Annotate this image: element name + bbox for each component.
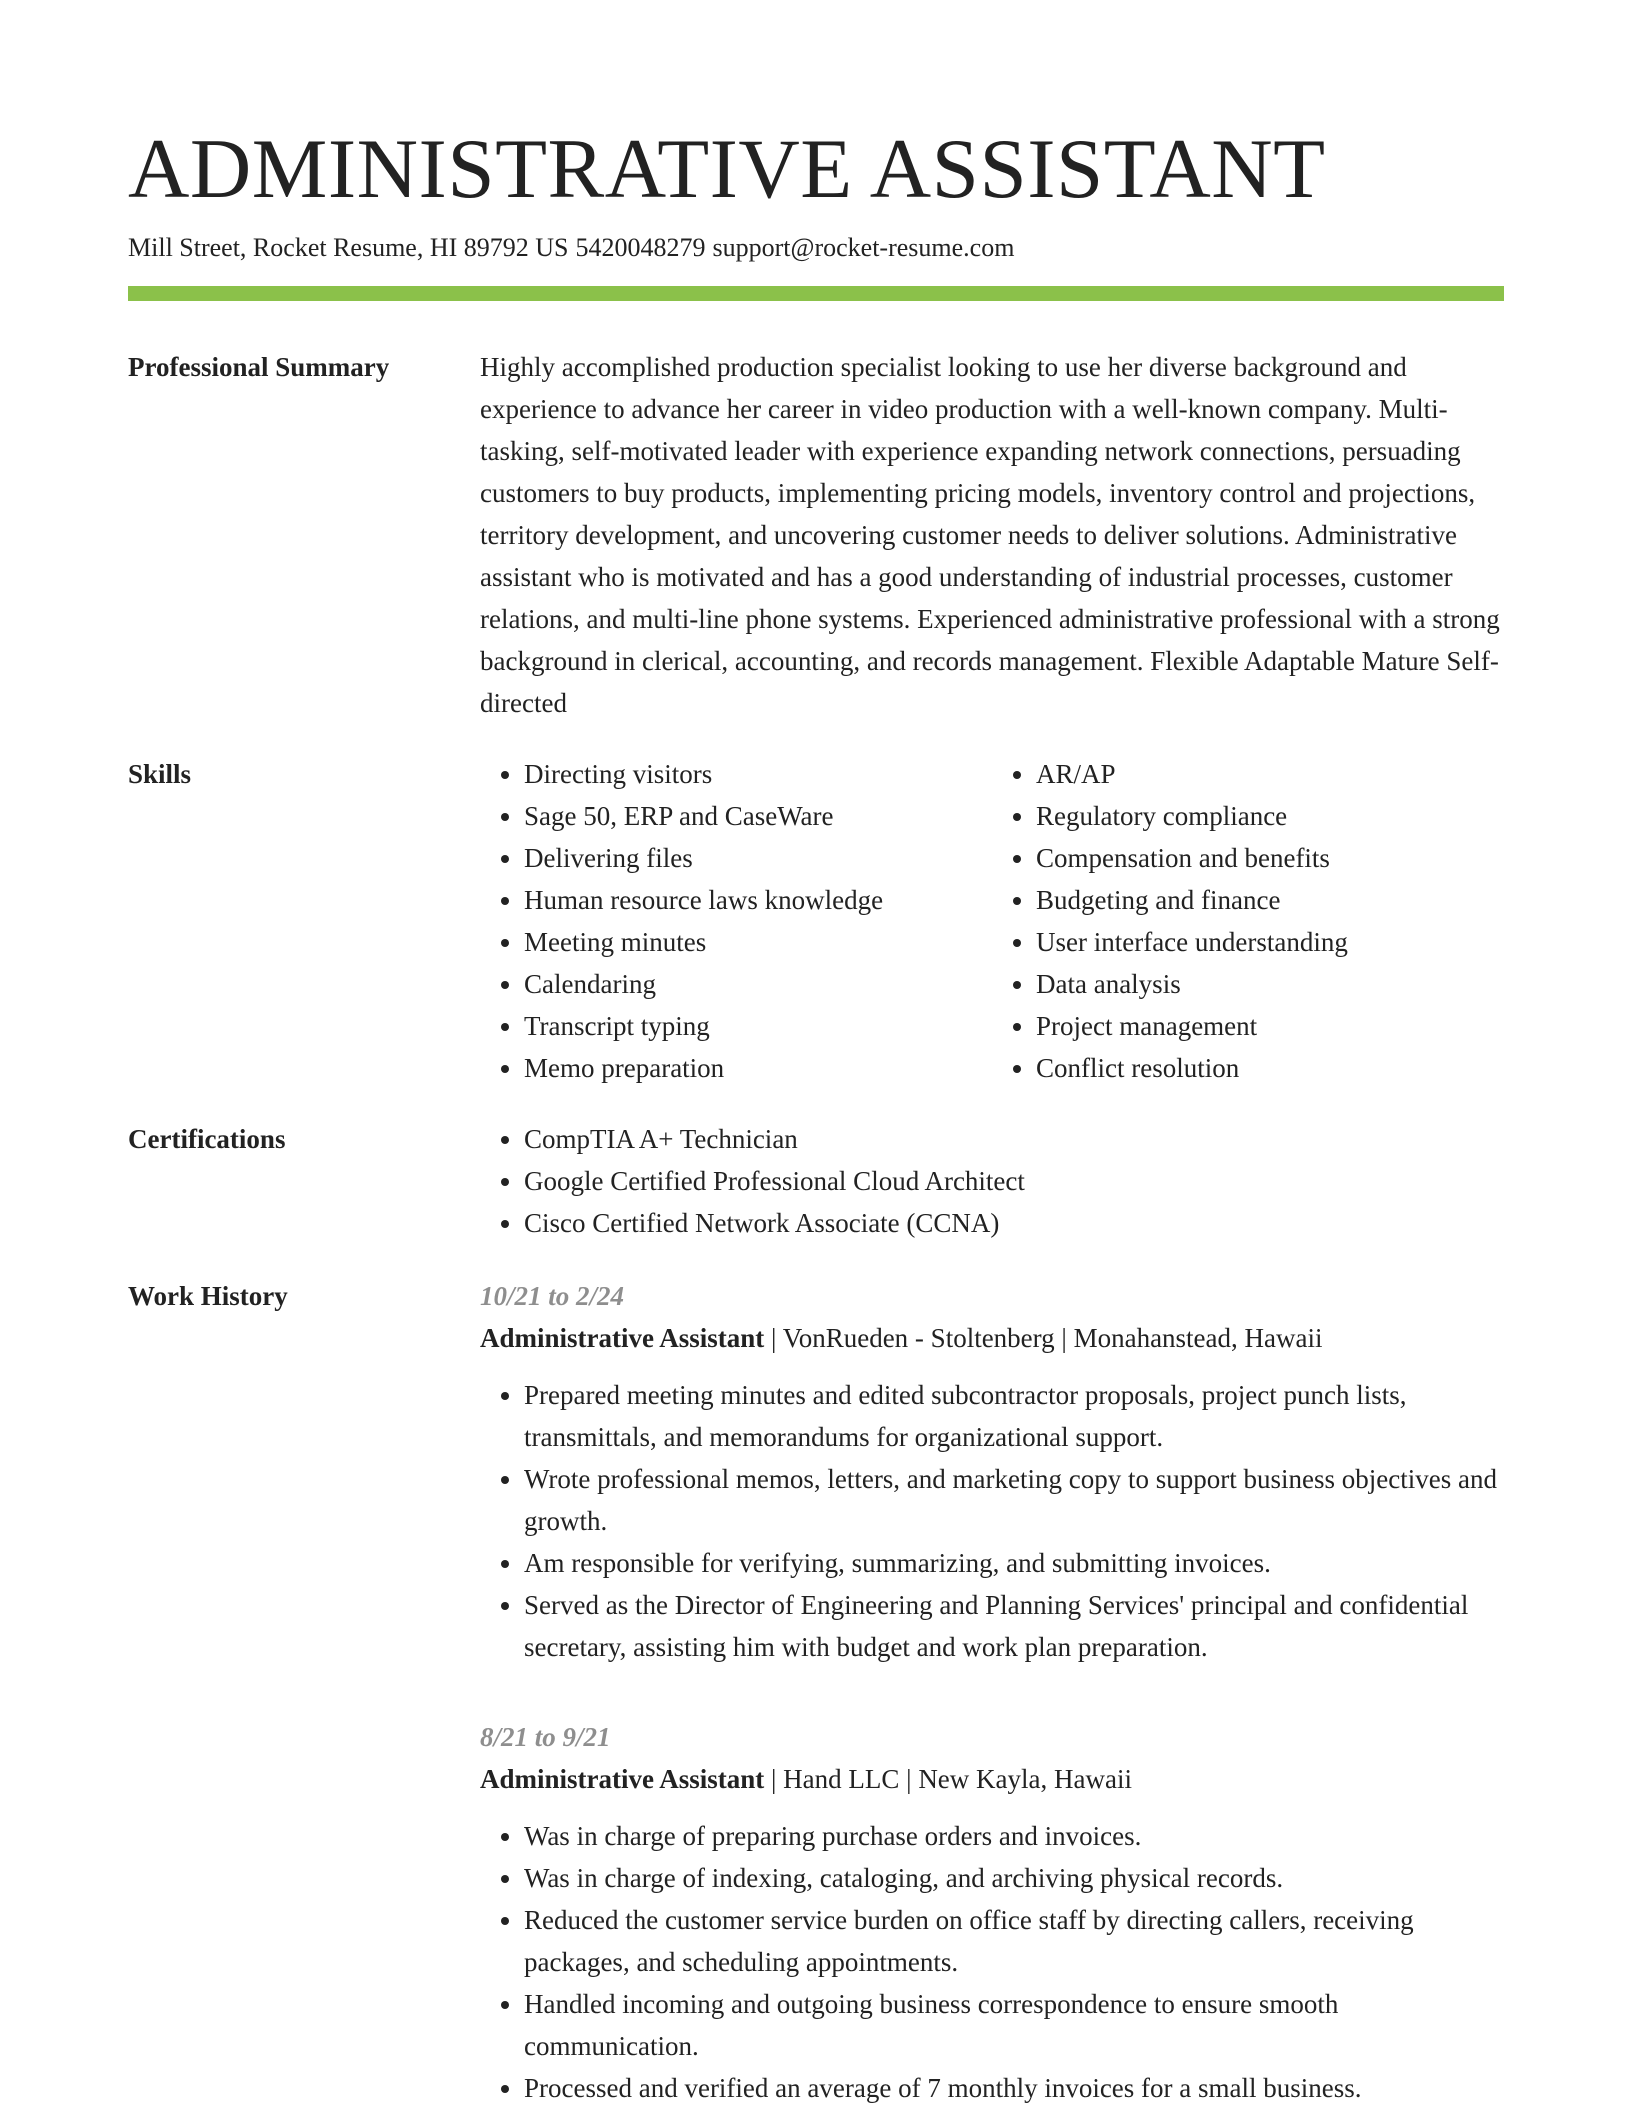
job-duty-item: • Reduced the customer service burden on office staff by directing callers, receiving packages, and scheduling appointments. (524, 1899, 1504, 1983)
skill-item: • Sage 50, ERP and CaseWare (524, 795, 992, 837)
job-duty-item: • Handled incoming and outgoing business correspondence to ensure smooth communication. (524, 1983, 1504, 2067)
certification-item: • CompTIA A+ Technician (524, 1118, 1504, 1160)
job-entry (480, 1275, 1504, 1668)
skill-item: • Meeting minutes (524, 921, 992, 963)
summary-body (480, 346, 1504, 724)
job-duties (480, 1374, 1504, 1668)
job-company: VonRueden - Stoltenberg (782, 1323, 1055, 1353)
skills-list-right (992, 753, 1504, 1089)
job-duty-item: • Wrote professional memos, letters, and marketing copy to support business objectives and growth. (524, 1458, 1504, 1542)
skills-list-left (480, 753, 992, 1089)
skill-item: • AR/AP (1036, 753, 1504, 795)
job-location: Monahanstead, Hawaii (1073, 1323, 1323, 1353)
work-history-body (480, 1275, 1504, 2109)
job-dates: 8/21 to 9/21 (480, 1722, 611, 1752)
skill-item: • Conflict resolution (1036, 1047, 1504, 1089)
job-heading: Administrative Assistant | VonRueden - Stoltenberg | Monahanstead, Hawaii (480, 1323, 1323, 1353)
job-duty-item: • Am responsible for verifying, summarizing, and submitting invoices. (524, 1542, 1504, 1584)
job-heading: Administrative Assistant | Hand LLC | New Kayla, Hawaii (480, 1764, 1132, 1794)
job-company: Hand LLC (783, 1764, 900, 1794)
skill-item: • Budgeting and finance (1036, 879, 1504, 921)
job-duty-item: • Was in charge of indexing, cataloging, and archiving physical records. (524, 1857, 1504, 1899)
certification-item: • Google Certified Professional Cloud Architect (524, 1160, 1504, 1202)
skills-body (480, 753, 1504, 1089)
work-history-heading: Work History (128, 1281, 288, 1311)
contact-line (128, 232, 1021, 264)
contact-email: support@rocket-resume.com (712, 233, 1015, 262)
contact-phone: 5420048279 (575, 233, 706, 262)
summary-text: Highly accomplished production specialist looking to use her diverse background and experience to advance her career in video production with a well-known company. Multi-tasking, self-motivated leader with experience expanding network connections, persuading customers to buy products, implementing pricing models, inventory control and projections, territory development, and uncovering customer needs to deliver solutions. Administrative assistant who is motivated and has a good understanding of industrial processes, customer relations, and multi-line phone systems. Experienced administrative professional with a strong background in clerical, accounting, and records management. Flexible Adaptable Mature Self-directed (480, 352, 1500, 718)
resume-title: ADMINISTRATIVE ASSISTANT (128, 122, 1326, 216)
skill-item: • Transcript typing (524, 1005, 992, 1047)
job-duty-item: • Served as the Director of Engineering and Planning Services' principal and confidential secretary, assisting him with budget and work plan preparation. (524, 1584, 1504, 1668)
contact-address: Mill Street, Rocket Resume, HI 89792 US (128, 233, 569, 262)
skill-item: • Regulatory compliance (1036, 795, 1504, 837)
job-duty-item: • Was in charge of preparing purchase orders and invoices. (524, 1815, 1504, 1857)
certification-item: • Cisco Certified Network Associate (CCNA) (524, 1202, 1504, 1244)
job-title: Administrative Assistant (480, 1323, 765, 1353)
certifications-body (480, 1118, 1504, 1244)
skill-item: • Data analysis (1036, 963, 1504, 1005)
skill-item: • Directing visitors (524, 753, 992, 795)
skill-item: • Compensation and benefits (1036, 837, 1504, 879)
skill-item: • Delivering files (524, 837, 992, 879)
header-accent-rule (128, 286, 1504, 301)
job-title: Administrative Assistant (480, 1764, 765, 1794)
skills-heading: Skills (128, 759, 192, 789)
summary-heading: Professional Summary (128, 352, 390, 382)
job-duties (480, 1815, 1504, 2109)
certifications-list (480, 1118, 1504, 1244)
job-duty-item: • Processed and verified an average of 7 monthly invoices for a small business. (524, 2067, 1504, 2109)
job-duty-item: • Prepared meeting minutes and edited subcontractor proposals, project punch lists, transmittals, and memorandums for organizational support. (524, 1374, 1504, 1458)
skill-item: • Calendaring (524, 963, 992, 1005)
certifications-heading: Certifications (128, 1124, 286, 1154)
job-location: New Kayla, Hawaii (918, 1764, 1132, 1794)
skill-item: • Memo preparation (524, 1047, 992, 1089)
skill-item: • Project management (1036, 1005, 1504, 1047)
skill-item: • Human resource laws knowledge (524, 879, 992, 921)
job-entry (480, 1716, 1504, 2109)
job-dates: 10/21 to 2/24 (480, 1281, 625, 1311)
skill-item: • User interface understanding (1036, 921, 1504, 963)
